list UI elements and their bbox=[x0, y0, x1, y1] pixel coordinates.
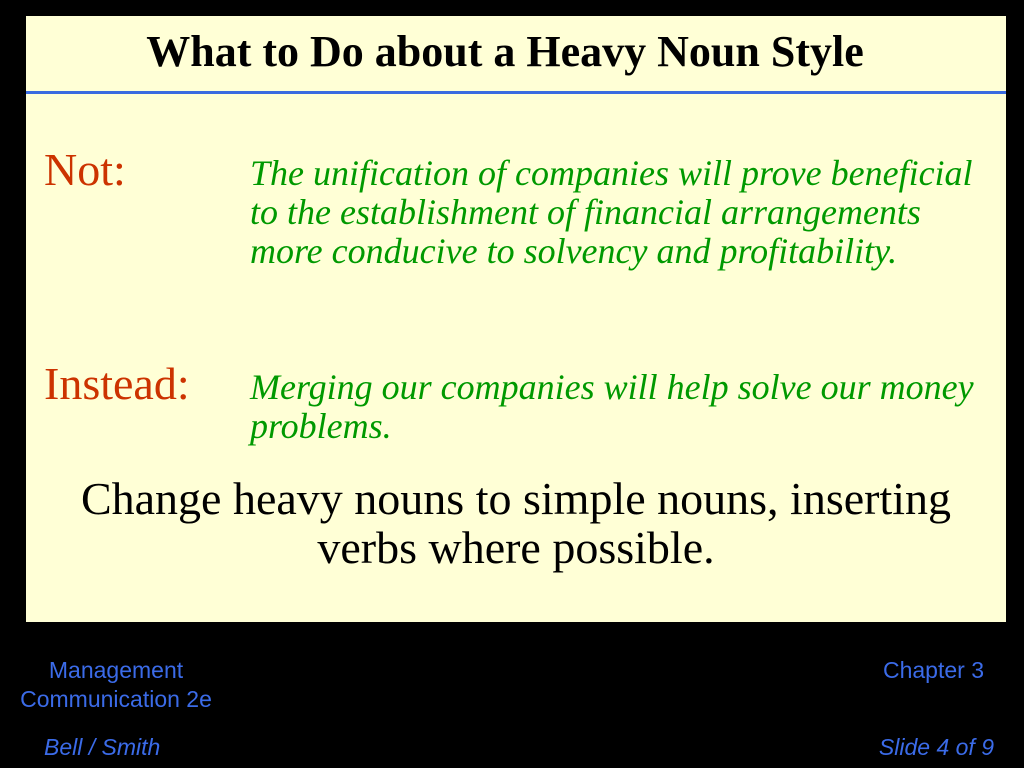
instead-example-text: Merging our companies will help solve our money problems. bbox=[250, 367, 974, 446]
title-divider bbox=[26, 91, 1006, 94]
not-example-text: The unification of companies will prove beneficial to the establishment of financial arrangements more conducive to solvency and profitability. bbox=[250, 153, 973, 271]
not-label: Not: bbox=[44, 144, 126, 195]
footer-chapter: Chapter 3 bbox=[882, 657, 984, 683]
footer-book-line2: Communication 2e bbox=[20, 686, 212, 712]
instead-label: Instead: bbox=[44, 358, 190, 409]
summary-text: Change heavy nouns to simple nouns, inserting verbs where possible. bbox=[80, 473, 952, 573]
footer-authors: Bell / Smith bbox=[44, 734, 161, 760]
footer-book-title bbox=[0, 656, 232, 714]
slide-title: What to Do about a Heavy Noun Style bbox=[146, 27, 864, 76]
footer-slide-number: Slide 4 of 9 bbox=[878, 734, 994, 760]
footer-book-line1: Management bbox=[48, 657, 184, 683]
